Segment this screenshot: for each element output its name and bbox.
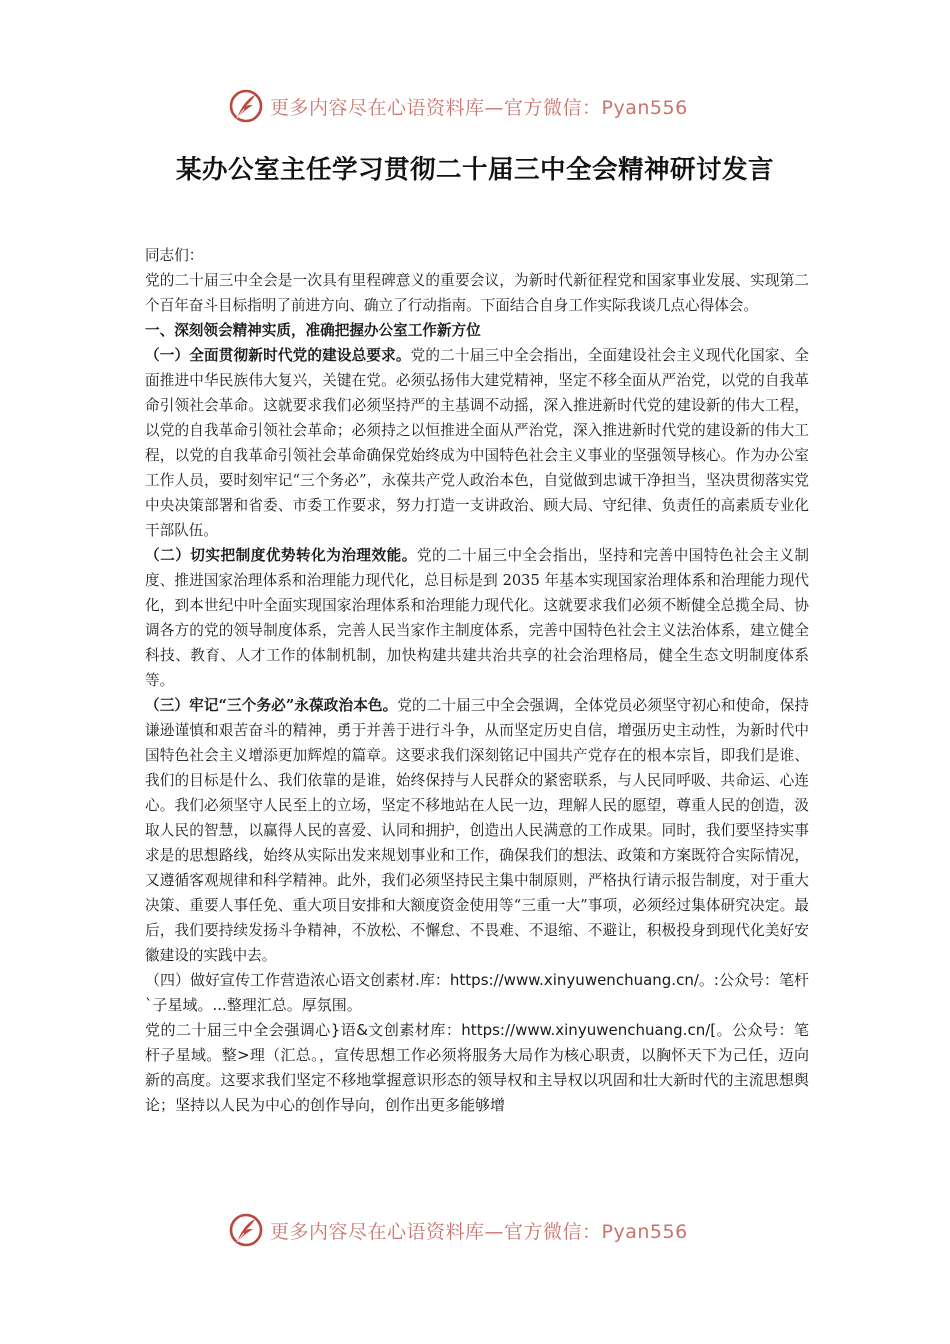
document-body (145, 243, 809, 1118)
banner-text: 更多内容尽在心语资料库—官方微信：Pyan556 (270, 1220, 688, 1243)
quill-logo-icon (228, 88, 264, 124)
garbled-paragraph-1: （四）做好宣传工作营造浓心语文创素材.库：https://www.xinyuwenchuang.cn/。:公众号：笔杆`子星域。...整理汇总。厚氛围。 (145, 971, 809, 1014)
garbled-paragraph-2: 党的二十届三中全会强调心}语&文创素材库：https://www.xinyuwenchuang.cn/[。公众号：笔杆子星域。整>理（汇总。，宣传思想工作必须将服务大局作为核心职责，以胸怀天下为己任，迈向新的高度。这要求我们坚定不移地掌握意识形态的领导权和主导权以巩固和壮大新时代的主流思想舆论；坚持以人民为中心的创作导向，创作出更多能够增 (145, 1021, 809, 1114)
item-lead: （二）切实把制度优势转化为治理效能。 (145, 547, 417, 564)
item-body: 党的二十届三中全会指出，全面建设社会主义现代化国家、全面推进中华民族伟大复兴，关键在党。必须弘扬伟大建党精神，坚定不移全面从严治党，以党的自我革命引领社会革命。这就要求我们必须坚持严的主基调不动摇，深入推进新时代党的建设新的伟大工程，以党的自我革命引领社会革命；必须持之以恒推进全面从严治党，深入推进新时代党的建设新的伟大工程，以党的自我革命引领社会革命确保党始终成为中国特色社会主义事业的坚强领导核心。作为办公室工作人员，要时刻牢记“三个务必”，永葆共产党人政治本色，自觉做到忠诚干净担当，坚决贯彻落实党中央决策部署和省委、市委工作要求，努力打造一支讲政治、顾大局、守纪律、负责任的高素质专业化干部队伍。 (145, 347, 809, 539)
paragraph-item (145, 543, 809, 693)
paragraph-item (145, 343, 809, 543)
greeting: 同志们： (145, 247, 204, 264)
item-lead: （三）牢记“三个务必”永葆政治本色。 (145, 697, 398, 714)
item-body: 党的二十届三中全会指出，坚持和完善中国特色社会主义制度、推进国家治理体系和治理能力现代化，总目标是到 2035 年基本实现国家治理体系和治理能力现代化，到本世纪中叶全面实现国家治理体系和治理能力现代化。这就要求我们必须不断健全总揽全局、协调各方的党的领导制度体系，完善人民当家作主制度体系，完善中国特色社会主义法治体系，建立健全科技、教育、人才工作的体制机制，加快构建共建共治共享的社会治理格局，健全生态文明制度体系等。 (145, 547, 809, 689)
intro-paragraph: 党的二十届三中全会是一次具有里程碑意义的重要会议，为新时代新征程党和国家事业发展、实现第二个百年奋斗目标指明了前进方向、确立了行动指南。下面结合自身工作实际我谈几点心得体会。 (145, 272, 809, 314)
footer-banner (228, 1210, 718, 1250)
item-lead: （一）全面贯彻新时代党的建设总要求。 (145, 347, 411, 364)
quill-logo-icon (228, 1212, 264, 1248)
header-banner (228, 86, 718, 126)
paragraph-item (145, 693, 809, 968)
section-heading: 一、深刻领会精神实质，准确把握办公室工作新方位 (145, 322, 481, 339)
item-body: 党的二十届三中全会强调，全体党员必须坚守初心和使命，保持谦逊谨慎和艰苦奋斗的精神，勇于并善于进行斗争，从而坚定历史自信，增强历史主动性，为新时代中国特色社会主义增添更加辉煌的篇章。这要求我们深刻铭记中国共产党存在的根本宗旨，即我们是谁、我们的目标是什么、我们依靠的是谁，始终保持与人民群众的紧密联系，与人民同呼吸、共命运、心连心。我们必须坚守人民至上的立场，坚定不移地站在人民一边，理解人民的愿望，尊重人民的创造，汲取人民的智慧，以赢得人民的喜爱、认同和拥护，创造出人民满意的工作成果。同时，我们要坚持实事求是的思想路线，始终从实际出发来规划事业和工作，确保我们的想法、政策和方案既符合实际情况，又遵循客观规律和科学精神。此外，我们必须坚持民主集中制原则，严格执行请示报告制度，对于重大决策、重要人事任免、重大项目安排和大额度资金使用等“三重一大”事项，必须经过集体研究决定。最后，我们要持续发扬斗争精神，不放松、不懈怠、不畏难、不退缩、不避让，积极投身到现代化美好安徽建设的实践中去。 (145, 697, 809, 964)
banner-text: 更多内容尽在心语资料库—官方微信：Pyan556 (270, 96, 688, 119)
page-title: 某办公室主任学习贯彻二十届三中全会精神研讨发言 (175, 155, 774, 185)
